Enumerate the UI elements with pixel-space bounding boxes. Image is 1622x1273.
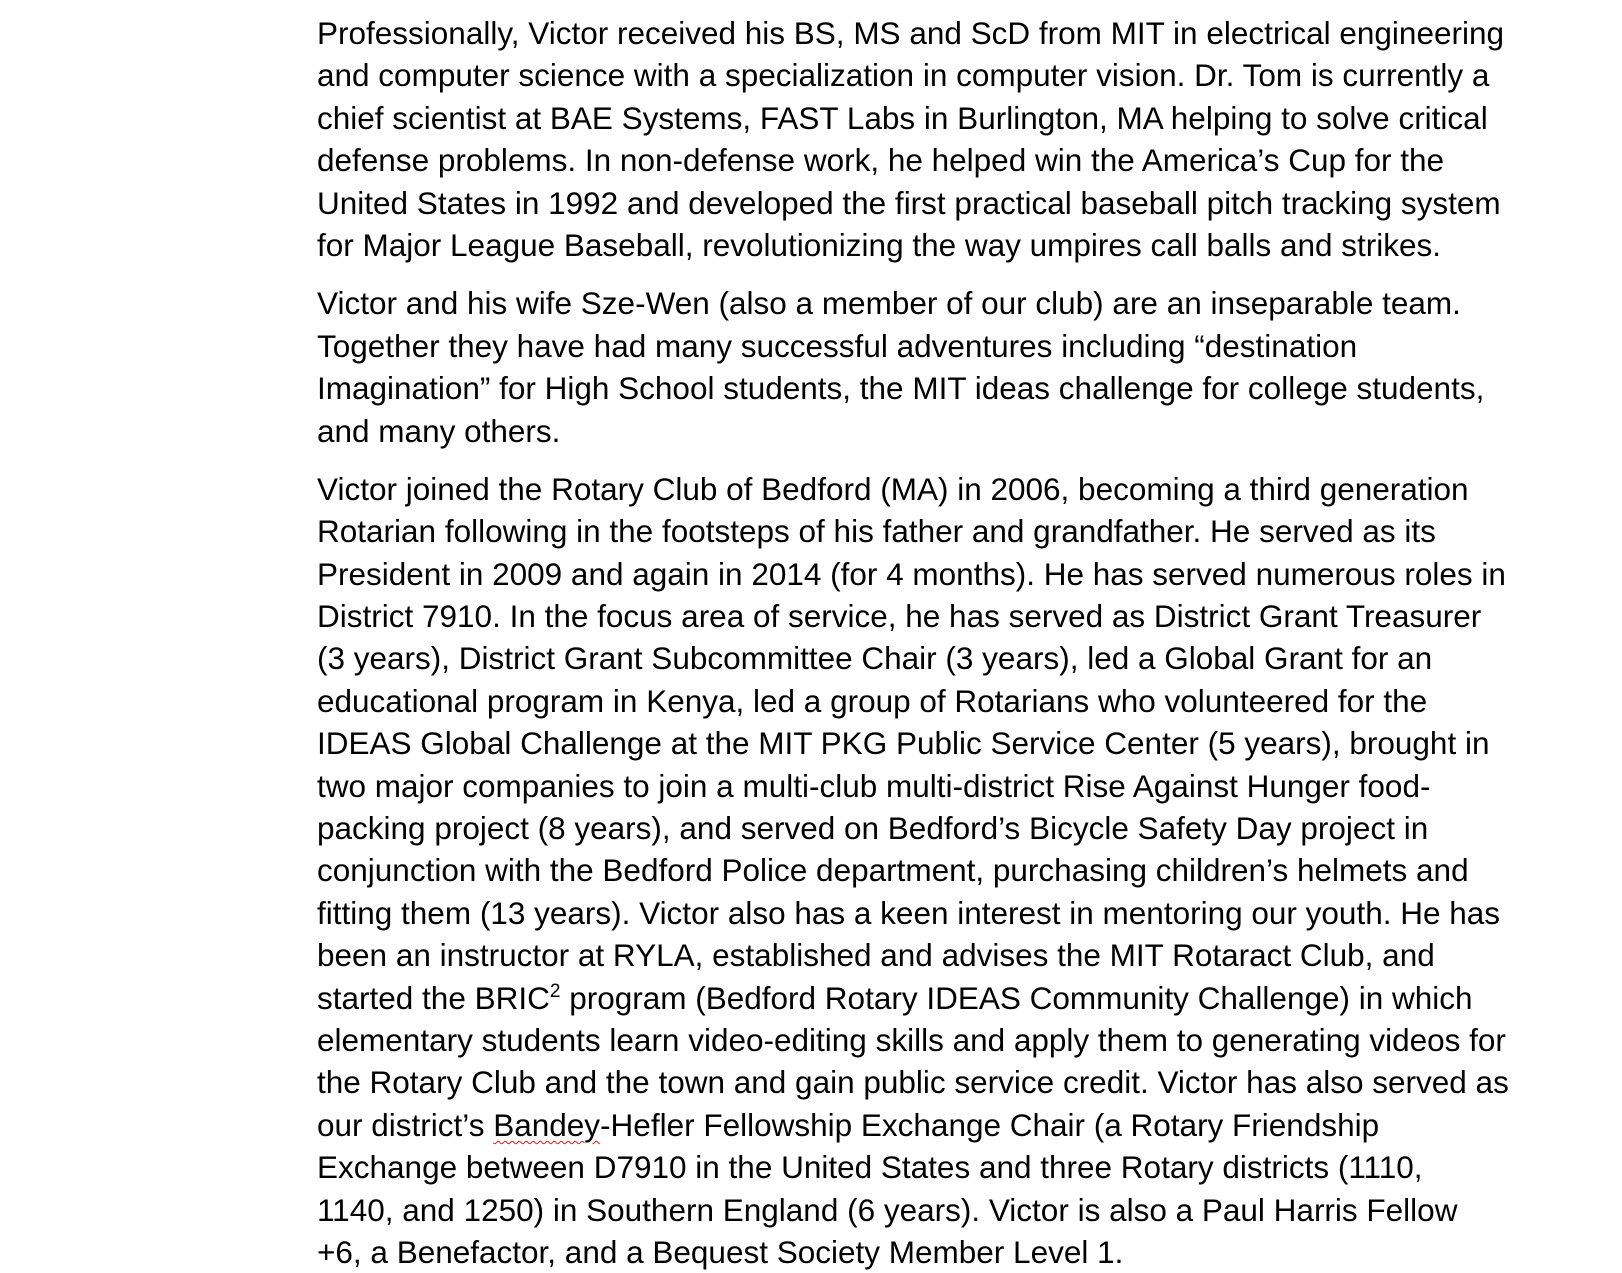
text-line: fitting them (13 years). Victor also has a keen interest in mentoring our youth. He has [317,894,1501,931]
text-line: conjunction with the Bedford Police department, purchasing children’s helmets and [317,852,1469,889]
paragraph-family [317,282,1557,452]
text-line: for Major League Baseball, revolutionizing the way umpires call balls and strikes. [317,226,1442,263]
text-line-bandey [317,1104,1557,1146]
paragraph-rotary [317,468,1557,1273]
text-line: +6, a Benefactor, and a Bequest Society Member Level 1. [317,1233,1124,1270]
text-line: been an instructor at RYLA, established and advises the MIT Rotaract Club, and [317,937,1435,974]
document-body[interactable] [317,12,1557,1273]
text-line: and many others. [317,412,561,449]
text-line: elementary students learn video-editing skills and apply them to generating videos for [317,1021,1506,1058]
text-line: Professionally, Victor received his BS, MS and ScD from MIT in electrical engineering [317,15,1505,51]
text-line: chief scientist at BAE Systems, FAST Labs in Burlington, MA helping to solve critical [317,99,1488,136]
paragraph-education [317,12,1557,266]
spellcheck-flagged-word[interactable]: Bandey [493,1106,601,1143]
text-line: defense problems. In non-defense work, he helped win the America’s Cup for the [317,142,1445,179]
text-line: Victor joined the Rotary Club of Bedford (MA) in 2006, becoming a third generation [317,470,1469,507]
text-line: educational program in Kenya, led a group of Rotarians who volunteered for the [317,682,1428,719]
text-line: two major companies to join a multi-club multi-district Rise Against Hunger food- [317,767,1431,804]
text-segment: started the BRIC [317,979,550,1016]
text-line: (3 years), District Grant Subcommittee Chair (3 years), led a Global Grant for an [317,640,1433,677]
text-line: packing project (8 years), and served on Bedford’s Bicycle Safety Day project in [317,810,1429,847]
text-line: 1140, and 1250) in Southern England (6 years). Victor is also a Paul Harris Fellow [317,1191,1458,1228]
text-line: IDEAS Global Challenge at the MIT PKG Public Service Center (5 years), brought in [317,725,1490,762]
text-line: Imagination” for High School students, the MIT ideas challenge for college students, [317,370,1485,407]
text-line: United States in 1992 and developed the first practical baseball pitch tracking system [317,184,1501,221]
text-line: District 7910. In the focus area of service, he has served as District Grant Treasurer [317,598,1482,635]
text-line: Rotarian following in the footsteps of his father and grandfather. He served as its [317,513,1436,550]
text-line: Victor and his wife Sze-Wen (also a member of our club) are an inseparable team. [317,285,1461,322]
text-segment: -Hefler Fellowship Exchange Chair (a Rotary Friendship [600,1106,1380,1143]
text-line: and computer science with a specialization in computer vision. Dr. Tom is currently a [317,57,1490,94]
text-line: Exchange between D7910 in the United States and three Rotary districts (1110, [317,1149,1423,1186]
text-line: Together they have had many successful adventures including “destination [317,327,1358,364]
text-line: the Rotary Club and the town and gain public service credit. Victor has also served as [317,1064,1509,1101]
superscript-two: 2 [549,980,561,1002]
text-segment: program (Bedford Rotary IDEAS Community Challenge) in which [560,979,1473,1016]
text-segment: our district’s [317,1106,494,1143]
text-line: President in 2009 and again in 2014 (for 4 months). He has served numerous roles in [317,555,1506,592]
text-line-bric [317,977,1557,1019]
